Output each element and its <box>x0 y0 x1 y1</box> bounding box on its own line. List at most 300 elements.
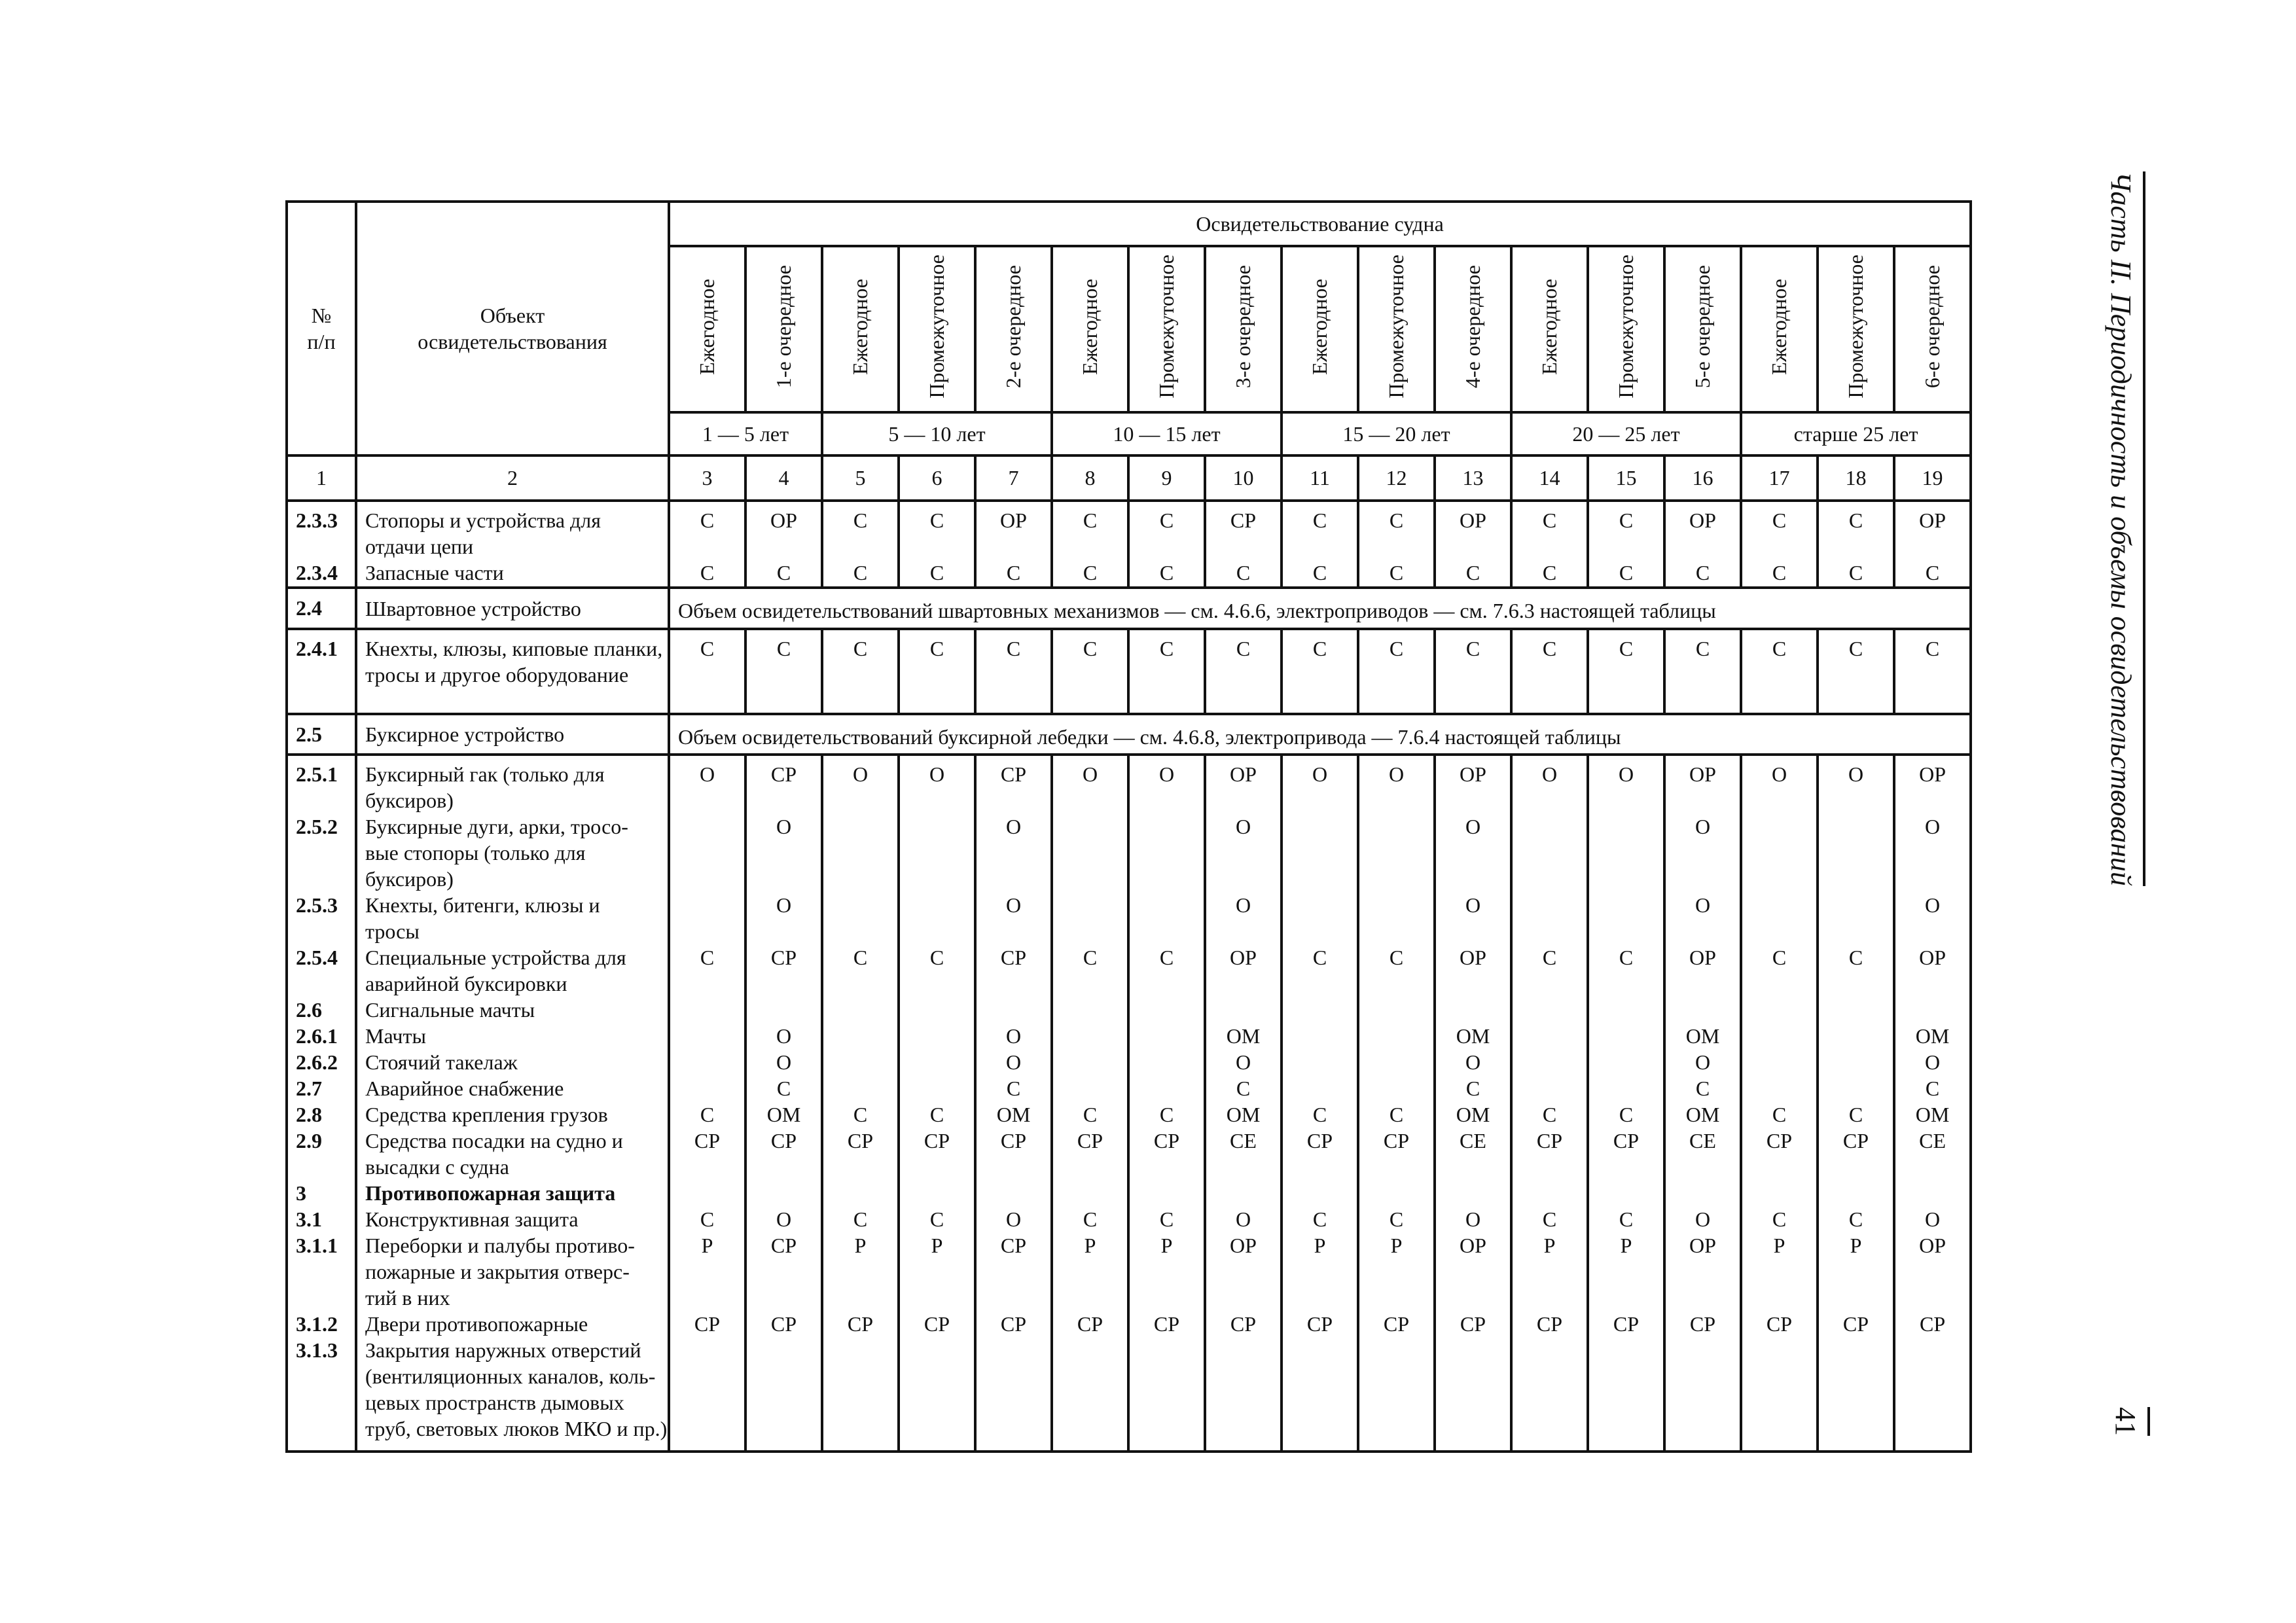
survey-value: С <box>1848 1207 1863 1232</box>
survey-value <box>1513 1180 1587 1206</box>
row-number-cell <box>287 755 356 1452</box>
survey-value <box>1053 1049 1127 1075</box>
survey-type-header: Ежегодное <box>1741 246 1818 412</box>
survey-value: ОР <box>1689 762 1716 787</box>
survey-value: С <box>1772 508 1787 532</box>
survey-value <box>1742 892 1816 944</box>
survey-value: СР <box>694 1129 721 1153</box>
survey-value <box>1436 1180 1510 1206</box>
survey-value: СР <box>1000 1234 1027 1258</box>
survey-value: СР <box>1153 1312 1180 1336</box>
survey-value: СР <box>1383 1312 1410 1336</box>
survey-value <box>1283 997 1357 1023</box>
survey-value <box>823 1180 897 1206</box>
row-number: 2.9 <box>296 1129 322 1153</box>
survey-value: СР <box>694 1312 721 1336</box>
survey-value: С <box>776 637 791 661</box>
value-cell <box>1588 629 1664 714</box>
survey-value: С <box>1848 508 1863 532</box>
survey-value: С <box>929 508 944 532</box>
survey-value: СЕ <box>1919 1129 1946 1153</box>
survey-value <box>900 813 974 892</box>
survey-value <box>1283 1075 1357 1101</box>
survey-value: С <box>1772 1207 1787 1232</box>
row-object: Аварийное снабжение <box>365 1077 564 1101</box>
survey-value: С <box>929 946 944 970</box>
survey-value: ОМ <box>1456 1103 1490 1127</box>
survey-value <box>1130 813 1204 892</box>
column-number: 15 <box>1588 455 1664 501</box>
survey-value: С <box>1542 1103 1557 1127</box>
survey-value: О <box>1695 815 1711 839</box>
column-number: 11 <box>1282 455 1358 501</box>
survey-value: С <box>1542 560 1557 584</box>
value-cell <box>1128 755 1205 1452</box>
survey-value: ОР <box>1460 1234 1486 1258</box>
survey-value: О <box>1695 1207 1711 1232</box>
survey-value: О <box>1235 815 1251 839</box>
survey-value: О <box>1005 893 1022 918</box>
survey-value: О <box>1158 762 1175 787</box>
survey-value <box>1130 997 1204 1023</box>
survey-value: СР <box>1306 1312 1333 1336</box>
survey-value <box>747 1180 821 1206</box>
survey-value: О <box>776 893 792 918</box>
survey-type-header: 2-е очередное <box>975 246 1052 412</box>
row-object: Кнехты, клюзы, киповые планки, тросы и другое оборудование <box>365 637 663 687</box>
survey-value <box>670 1023 744 1049</box>
survey-value: О <box>1388 762 1405 787</box>
survey-value: О <box>1465 1050 1481 1075</box>
survey-value <box>1130 1180 1204 1206</box>
row-object: Закрытия наружных отверстий (вентиляционных каналов, коль- цевых пространств дымовых труб, световых люков МКО и пр.) <box>365 1338 668 1441</box>
row-object: Противопожарная защита <box>365 1181 616 1205</box>
survey-value: СР <box>1230 508 1257 532</box>
survey-value: С <box>1848 1103 1863 1127</box>
survey-value <box>1053 1337 1127 1442</box>
survey-value: ОР <box>1460 762 1486 787</box>
value-cell <box>1435 501 1511 588</box>
survey-value: ОМ <box>1915 1103 1950 1127</box>
value-cell <box>1052 629 1128 714</box>
survey-value: ОР <box>1230 946 1257 970</box>
survey-value <box>1359 813 1433 892</box>
value-cell <box>1282 755 1358 1452</box>
survey-value: С <box>1236 637 1251 661</box>
survey-value: СЕ <box>1689 1129 1716 1153</box>
survey-value: Р <box>1314 1234 1326 1258</box>
survey-type-header: Промежуточное <box>1818 246 1894 412</box>
survey-value: С <box>1619 1207 1634 1232</box>
row-number: 3 <box>296 1181 306 1205</box>
survey-value: С <box>700 1103 715 1127</box>
survey-value <box>823 1075 897 1101</box>
survey-value <box>1742 1023 1816 1049</box>
column-number: 19 <box>1894 455 1971 501</box>
survey-value: ОР <box>1919 762 1946 787</box>
row-object: Стоячий такелаж <box>365 1050 518 1075</box>
value-cell <box>1205 629 1282 714</box>
survey-value: С <box>1159 1207 1174 1232</box>
value-cell <box>669 501 745 588</box>
survey-value <box>1359 1075 1433 1101</box>
survey-value <box>900 1075 974 1101</box>
survey-value: С <box>1695 637 1710 661</box>
value-cell <box>899 629 975 714</box>
survey-value <box>1819 1023 1893 1049</box>
survey-value: ОМ <box>1226 1103 1261 1127</box>
row-object: Мачты <box>365 1024 426 1048</box>
survey-value <box>1513 892 1587 944</box>
value-cell <box>1282 629 1358 714</box>
survey-value: СР <box>1000 946 1027 970</box>
survey-value: СР <box>1000 1312 1027 1336</box>
survey-value <box>1053 997 1127 1023</box>
survey-value: С <box>1848 946 1863 970</box>
survey-value: Р <box>1850 1234 1862 1258</box>
column-number: 8 <box>1052 455 1128 501</box>
survey-value <box>1513 1337 1587 1442</box>
survey-value <box>1130 1337 1204 1442</box>
survey-value: Р <box>701 1234 713 1258</box>
survey-value: С <box>1312 560 1327 584</box>
survey-value <box>977 997 1050 1023</box>
survey-value <box>1742 813 1816 892</box>
survey-value: С <box>929 1207 944 1232</box>
survey-value: СР <box>1000 762 1027 787</box>
row-number: 2.3.4 <box>296 560 338 584</box>
value-cell <box>669 629 745 714</box>
survey-value: О <box>699 762 715 787</box>
value-cell <box>1358 501 1435 588</box>
survey-value <box>670 892 744 944</box>
value-cell <box>745 629 822 714</box>
survey-value <box>1053 1023 1127 1049</box>
column-number: 2 <box>356 455 669 501</box>
survey-value: О <box>1082 762 1098 787</box>
survey-value: С <box>1465 637 1480 661</box>
survey-value: С <box>1236 560 1251 584</box>
survey-value: С <box>1159 560 1174 584</box>
survey-value <box>1819 1075 1893 1101</box>
survey-value: СР <box>1230 1312 1257 1336</box>
column-number: 6 <box>899 455 975 501</box>
survey-value <box>1283 1023 1357 1049</box>
survey-value <box>1359 997 1433 1023</box>
survey-value: СР <box>1766 1129 1793 1153</box>
survey-value: С <box>1006 1077 1021 1101</box>
year-group: 1 — 5 лет <box>669 412 822 455</box>
value-cell <box>1588 501 1664 588</box>
column-number: 1 <box>287 455 356 501</box>
survey-value: СР <box>847 1129 874 1153</box>
row-number: 3.1.2 <box>296 1312 338 1336</box>
row-object: Швартовное устройство <box>356 588 669 629</box>
row-object: Запасные части <box>365 560 504 584</box>
survey-value: С <box>700 508 715 532</box>
year-group: 15 — 20 лет <box>1282 412 1511 455</box>
survey-value: С <box>700 1207 715 1232</box>
row-number: 3.1.3 <box>296 1338 338 1363</box>
row-number-cell <box>287 629 356 714</box>
survey-value: Р <box>1620 1234 1632 1258</box>
column-number: 3 <box>669 455 745 501</box>
survey-value: СР <box>1689 1312 1716 1336</box>
survey-value: О <box>1848 762 1864 787</box>
value-cell <box>669 755 745 1452</box>
survey-value: ОМ <box>1456 1024 1490 1048</box>
value-cell <box>1741 501 1818 588</box>
survey-value: О <box>1465 1207 1481 1232</box>
survey-value: С <box>1619 637 1634 661</box>
survey-value <box>1589 1075 1663 1101</box>
survey-value: СР <box>770 1312 797 1336</box>
survey-value: О <box>776 1207 792 1232</box>
survey-value: О <box>1465 815 1481 839</box>
survey-value: С <box>1083 637 1098 661</box>
survey-value: С <box>1695 1077 1710 1101</box>
value-cell <box>1128 501 1205 588</box>
survey-value: С <box>1159 637 1174 661</box>
survey-value: О <box>1771 762 1787 787</box>
survey-value: Р <box>1084 1234 1096 1258</box>
column-number: 12 <box>1358 455 1435 501</box>
survey-value: С <box>1465 1077 1480 1101</box>
row-object: Средства крепления грузов <box>365 1103 608 1127</box>
survey-value <box>1895 1180 1969 1206</box>
survey-value: О <box>1235 1207 1251 1232</box>
survey-value: С <box>853 1103 868 1127</box>
survey-value: СР <box>1842 1129 1869 1153</box>
survey-value <box>1513 997 1587 1023</box>
survey-value: СР <box>1000 1129 1027 1153</box>
survey-value: С <box>1312 1103 1327 1127</box>
table-section <box>287 714 1971 755</box>
survey-value: С <box>1083 560 1098 584</box>
survey-type-header: Промежуточное <box>1128 246 1205 412</box>
column-number: 13 <box>1435 455 1511 501</box>
survey-value: О <box>852 762 869 787</box>
survey-value: ОР <box>1460 508 1486 532</box>
value-cell <box>1664 755 1741 1452</box>
row-number-cell <box>287 501 356 588</box>
value-cell <box>1511 755 1588 1452</box>
survey-type-header: Ежегодное <box>669 246 745 412</box>
value-cell <box>1205 501 1282 588</box>
survey-value <box>747 997 821 1023</box>
survey-value: СР <box>1153 1129 1180 1153</box>
survey-value <box>1895 997 1969 1023</box>
row-object-cell <box>356 629 669 714</box>
row-object: Сигнальные мачты <box>365 998 535 1022</box>
survey-value <box>1819 997 1893 1023</box>
column-number: 16 <box>1664 455 1741 501</box>
survey-value: О <box>1235 1050 1251 1075</box>
survey-value: ОР <box>1000 508 1027 532</box>
value-cell <box>822 629 899 714</box>
survey-value: Р <box>1543 1234 1556 1258</box>
survey-type-header: 3-е очередное <box>1205 246 1282 412</box>
survey-value: С <box>1083 946 1098 970</box>
survey-value: О <box>1924 893 1941 918</box>
survey-value <box>670 997 744 1023</box>
survey-value: О <box>1924 1207 1941 1232</box>
survey-value <box>1513 1049 1587 1075</box>
year-group: 5 — 10 лет <box>822 412 1052 455</box>
survey-value: СР <box>847 1312 874 1336</box>
survey-value: О <box>1541 762 1558 787</box>
value-cell <box>822 755 899 1452</box>
survey-value: СР <box>924 1312 950 1336</box>
survey-value <box>1742 1049 1816 1075</box>
survey-value: О <box>1465 893 1481 918</box>
value-cell <box>1128 629 1205 714</box>
survey-value <box>1130 1075 1204 1101</box>
year-group: старше 25 лет <box>1741 412 1971 455</box>
row-number: 2.6.1 <box>296 1024 338 1048</box>
value-cell <box>975 629 1052 714</box>
column-number: 10 <box>1205 455 1282 501</box>
table-row <box>287 755 1971 1452</box>
value-cell <box>1358 629 1435 714</box>
survey-value <box>1283 1337 1357 1442</box>
survey-value <box>977 1337 1050 1442</box>
survey-value: С <box>1312 637 1327 661</box>
row-number: 2.6 <box>296 998 322 1022</box>
survey-value: Р <box>1773 1234 1785 1258</box>
survey-value: ОР <box>1689 508 1716 532</box>
survey-value: ОР <box>1919 508 1946 532</box>
survey-value <box>1666 997 1740 1023</box>
row-object: Специальные устройства для аварийной буксировки <box>365 946 626 996</box>
survey-value: С <box>700 946 715 970</box>
survey-value: С <box>1389 1103 1404 1127</box>
survey-value: ОР <box>1230 1234 1257 1258</box>
column-number: 9 <box>1128 455 1205 501</box>
survey-value <box>900 892 974 944</box>
survey-value: С <box>1389 508 1404 532</box>
running-head-text: Часть II. Периодичность и объемы освидетельствований <box>2104 171 2145 886</box>
value-cell <box>899 755 975 1452</box>
survey-value: СР <box>1613 1312 1640 1336</box>
row-object-cell <box>356 501 669 588</box>
table-row <box>287 501 1971 588</box>
survey-value <box>1436 997 1510 1023</box>
survey-value: СР <box>1536 1312 1563 1336</box>
survey-value: О <box>1005 1050 1022 1075</box>
row-number: 2.5 <box>287 714 356 755</box>
year-group: 10 — 15 лет <box>1052 412 1282 455</box>
survey-value <box>900 997 974 1023</box>
survey-value: О <box>776 1050 792 1075</box>
survey-value <box>1206 1180 1280 1206</box>
survey-value: С <box>1312 946 1327 970</box>
group-title: Освидетельствование судна <box>669 202 1971 246</box>
value-cell <box>822 501 899 588</box>
survey-value: С <box>1159 1103 1174 1127</box>
survey-value: С <box>1925 560 1940 584</box>
survey-value: О <box>1618 762 1634 787</box>
survey-type-header: 6-е очередное <box>1894 246 1971 412</box>
row-number: 2.5.3 <box>296 893 338 918</box>
running-head <box>2104 171 2163 937</box>
survey-value <box>1283 813 1357 892</box>
survey-value: С <box>1542 1207 1557 1232</box>
table-row <box>287 714 1971 755</box>
survey-value <box>900 1023 974 1049</box>
survey-value: С <box>1465 560 1480 584</box>
survey-value <box>900 1180 974 1206</box>
survey-value: Р <box>1390 1234 1403 1258</box>
survey-value <box>1206 997 1280 1023</box>
page-number: 41 <box>2109 1407 2155 1459</box>
value-cell <box>1511 501 1588 588</box>
survey-value: О <box>929 762 945 787</box>
value-cell <box>1358 755 1435 1452</box>
survey-value: С <box>1619 946 1634 970</box>
survey-value: С <box>853 946 868 970</box>
survey-value: С <box>1389 637 1404 661</box>
survey-table <box>285 200 1972 1453</box>
survey-value: СР <box>770 1234 797 1258</box>
survey-value: С <box>1083 1207 1098 1232</box>
value-cell <box>1588 755 1664 1452</box>
row-number: 2.3.3 <box>296 508 338 532</box>
survey-value: С <box>1772 637 1787 661</box>
column-number: 7 <box>975 455 1052 501</box>
row-object: Двери противопожарные <box>365 1312 588 1336</box>
survey-value: С <box>1619 508 1634 532</box>
survey-value: О <box>1695 1050 1711 1075</box>
row-number: 2.8 <box>296 1103 322 1127</box>
survey-value <box>1053 892 1127 944</box>
row-object-cell <box>356 755 669 1452</box>
survey-value: С <box>1083 1103 1098 1127</box>
row-number: 3.1.1 <box>296 1234 338 1258</box>
survey-value <box>1130 1023 1204 1049</box>
survey-value <box>1436 1337 1510 1442</box>
table-section <box>287 501 1971 588</box>
survey-value: С <box>1236 1077 1251 1101</box>
survey-value: ОМ <box>1915 1024 1950 1048</box>
value-cell <box>975 755 1052 1452</box>
row-number: 2.7 <box>296 1077 322 1101</box>
survey-value: ОР <box>1230 762 1257 787</box>
survey-value <box>1589 1049 1663 1075</box>
survey-value <box>1283 1049 1357 1075</box>
survey-value: СЕ <box>1460 1129 1486 1153</box>
survey-value: С <box>929 637 944 661</box>
survey-value: С <box>1312 508 1327 532</box>
row-object: Стопоры и устройства для отдачи цепи <box>365 508 601 558</box>
survey-value: С <box>1159 946 1174 970</box>
survey-value: СР <box>1766 1312 1793 1336</box>
survey-type-header: Промежуточное <box>899 246 975 412</box>
survey-value: С <box>1542 508 1557 532</box>
survey-value: С <box>1619 1103 1634 1127</box>
survey-value <box>670 1337 744 1442</box>
survey-value: ОР <box>770 508 797 532</box>
survey-value <box>900 1049 974 1075</box>
survey-value <box>1819 813 1893 892</box>
survey-value <box>1589 1337 1663 1442</box>
row-object: Кнехты, битенги, клюзы и тросы <box>365 893 600 944</box>
survey-value <box>1130 1049 1204 1075</box>
survey-value: С <box>1925 637 1940 661</box>
survey-value: С <box>1772 560 1787 584</box>
survey-value <box>1666 1180 1740 1206</box>
survey-value: ОМ <box>1685 1103 1720 1127</box>
